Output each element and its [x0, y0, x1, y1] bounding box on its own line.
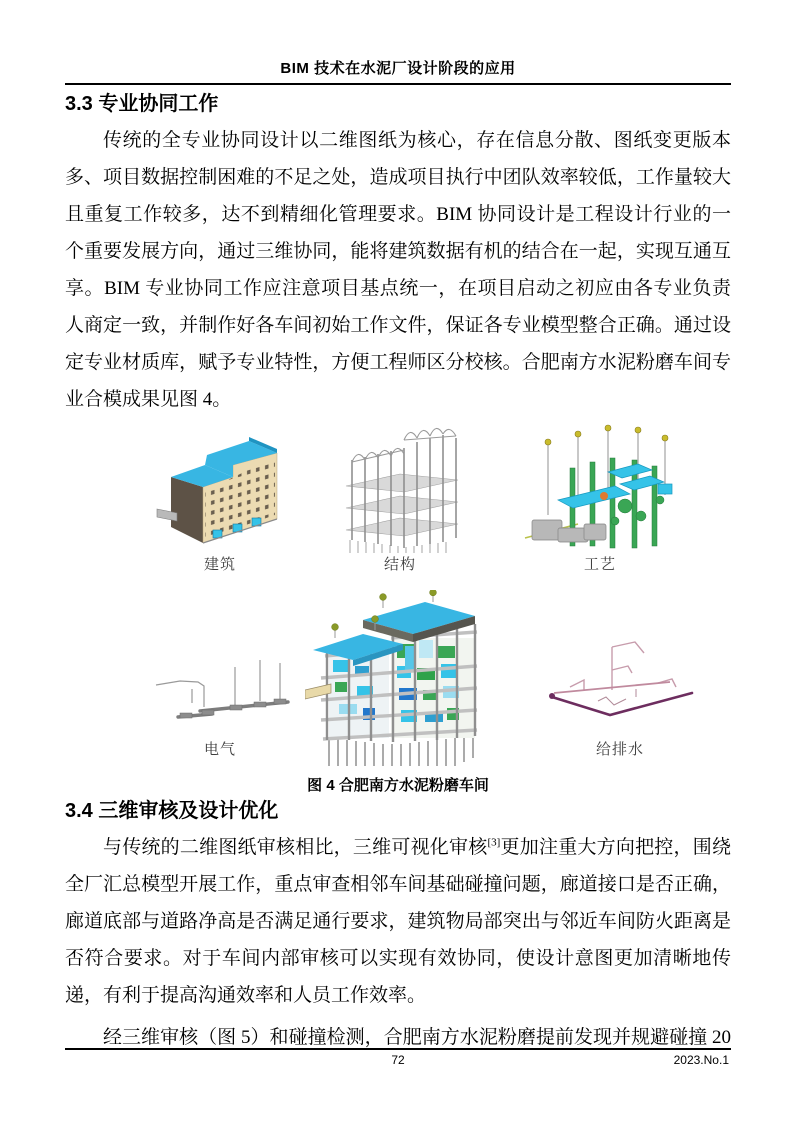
paragraph-text: 与传统的二维图纸审核相比，三维可视化审核	[103, 837, 488, 858]
page-footer	[65, 1048, 731, 1070]
subfigure-label-structure: 结构	[383, 557, 416, 573]
figure-4-caption: 图 4 合肥南方水泥粉磨车间	[307, 777, 489, 794]
running-head-title: BIM 技术在水泥厂设计阶段的应用	[280, 60, 516, 77]
section-3-4-paragraph-1	[65, 829, 731, 1014]
plumbing-model-image	[540, 635, 700, 720]
electrical-model-image	[140, 655, 300, 730]
figure-4	[65, 420, 731, 792]
section-3-3-paragraph: 传统的全专业协同设计以二维图纸为核心，存在信息分散、图纸变更版本多、项目数据控制困难的不足之处，造成项目执行中团队效率较低，工作量较大且重复工作较多，达不到精细化管理要求。BIM 协同设计是工程设计行业的一个重要发展方向，通过三维协同，能将建筑数据有机的结合在一起，实现互通互享。BIM 专业协同工作应注意项目基点统一，在项目启动之初应由各专业负责人商定一致，并制作好各车间初始工作文件，保证各专业模型整合正确。通过设定专业材质库，赋予专业特性，方便工程师区分校核。合肥南方水泥粉磨车间专业合模成果见图 4。	[65, 130, 731, 410]
page-header	[65, 0, 731, 85]
section-3-4-heading: 3.4 三维审核及设计优化	[65, 800, 279, 822]
architecture-model-image	[155, 425, 285, 550]
combined-model-image	[305, 590, 500, 770]
process-model-image	[520, 420, 680, 555]
citation-reference-3: [3]	[487, 836, 501, 849]
page-content	[65, 0, 731, 1056]
section-3-4-paragraph-2: 经三维审核（图 5）和碰撞检测，合肥南方水泥粉磨提前发现并规避碰撞 20	[103, 1027, 731, 1048]
issue-label: 2023.No.1	[673, 1053, 729, 1067]
subfigure-label-process: 工艺	[583, 557, 616, 573]
structure-model-image	[330, 420, 470, 555]
paragraph-text: 更加注重大方向把控，围绕全厂汇总模型开展工作，重点审查相邻车间基础碰撞问题，廊道接口是否正确，廊道底部与道路净高是否满足通行要求，建筑物局部突出与邻近车间防火距离是否符合要求。对于车间内部审核可以实现有效协同，使设计意图更加清晰地传递，有利于提高沟通效率和人员工作效率。	[65, 837, 731, 1006]
subfigure-label-plumbing: 给排水	[595, 742, 644, 758]
page-number: 72	[391, 1053, 405, 1067]
subfigure-label-architecture: 建筑	[203, 557, 236, 573]
section-3-3-heading: 3.3 专业协同工作	[65, 93, 219, 115]
subfigure-label-electrical: 电气	[203, 742, 236, 758]
